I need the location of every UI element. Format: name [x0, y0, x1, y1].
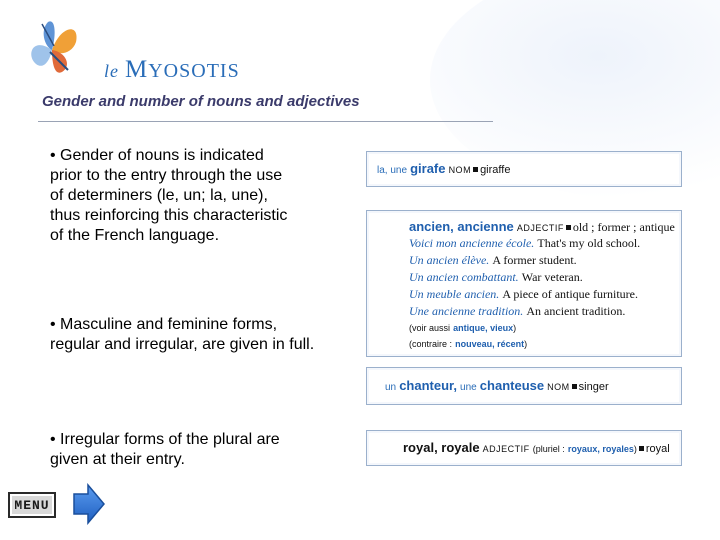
bullet-line: given at their entry.	[50, 451, 185, 468]
bullet-line: of the French language.	[50, 227, 220, 244]
part-of-speech: NOM	[448, 165, 472, 175]
example-sentence	[409, 253, 577, 268]
contrary-close: )	[524, 339, 528, 349]
square-bullet-icon	[566, 225, 571, 230]
bullet-line: prior to the entry through the use	[50, 167, 283, 184]
see-also-label: (voir aussi	[409, 323, 451, 333]
entry-line	[385, 378, 609, 393]
square-bullet-icon	[473, 167, 478, 172]
example-girafe	[366, 151, 682, 187]
bullet-plural	[50, 430, 280, 470]
logo-rest: YOSOTIS	[148, 60, 240, 82]
sentence-fr: Un ancien combattant.	[409, 270, 519, 284]
logo-first-letter: M	[125, 56, 149, 83]
bullet-line: thus reinforcing this characteristic	[50, 207, 288, 224]
sentence-en: An ancient tradition.	[526, 304, 626, 318]
determiner: une	[460, 382, 477, 393]
plural-words: royaux, royales	[567, 444, 634, 454]
part-of-speech: ADJECTIF	[516, 223, 564, 233]
bullet-line: • Irregular forms of the plural are	[50, 431, 280, 448]
headword: ancien, ancienne	[409, 219, 514, 234]
headword: chanteuse	[479, 378, 545, 393]
example-sentence	[409, 270, 583, 285]
part-of-speech: NOM	[547, 382, 570, 392]
contrary-label: (contraire :	[409, 339, 453, 349]
entry-line	[377, 161, 510, 176]
bullet-line: of determiners (le, un; la, une),	[50, 187, 268, 204]
translation: old ; former ; antique	[572, 220, 675, 234]
determiner: un	[385, 382, 397, 393]
sentence-en: That's my old school.	[537, 236, 641, 250]
translation: royal	[645, 443, 670, 455]
title-divider	[38, 121, 493, 122]
sentence-en: War veteran.	[521, 270, 583, 284]
see-also	[409, 322, 516, 334]
myosotis-logo	[22, 16, 242, 83]
butterfly-logo-icon	[22, 16, 82, 80]
translation: giraffe	[480, 164, 511, 176]
plural-label: (pluriel :	[532, 444, 565, 454]
bullet-forms	[50, 315, 314, 355]
see-also-close: )	[513, 323, 517, 333]
example-chanteur	[366, 367, 682, 405]
part-of-speech: ADJECTIF	[482, 444, 530, 454]
example-ancien	[366, 210, 682, 357]
sentence-en: A former student.	[492, 253, 577, 267]
example-royal	[366, 430, 682, 466]
plural-close: )	[633, 444, 637, 454]
sentence-en: A piece of antique furniture.	[502, 287, 638, 301]
sentence-fr: Un ancien élève.	[409, 253, 490, 267]
bullet-line: • Gender of nouns is indicated	[50, 147, 264, 164]
square-bullet-icon	[572, 384, 577, 389]
bullet-line: • Masculine and feminine forms,	[50, 316, 278, 333]
slide-title: Gender and number of nouns and adjectives	[42, 93, 360, 110]
headword: royal, royale	[403, 440, 480, 455]
bullet-gender	[50, 146, 287, 246]
square-bullet-icon	[639, 446, 644, 451]
right-arrow-icon[interactable]	[72, 483, 106, 525]
translation: singer	[578, 381, 609, 393]
sentence-fr: Une ancienne tradition.	[409, 304, 524, 318]
logo-wordmark	[104, 56, 240, 84]
sentence-fr: Un meuble ancien.	[409, 287, 500, 301]
contrary	[409, 338, 527, 350]
example-sentence	[409, 236, 640, 251]
bullet-line: regular and irregular, are given in full.	[50, 336, 315, 353]
headword: girafe	[410, 161, 446, 176]
headword: chanteur,	[399, 378, 457, 393]
entry-line	[403, 440, 670, 455]
example-sentence	[409, 287, 638, 302]
see-also-words: antique, vieux	[453, 323, 514, 333]
menu-button[interactable]: MENU	[8, 492, 56, 518]
entry-line	[409, 219, 675, 235]
example-sentence	[409, 304, 625, 319]
logo-prefix: le	[104, 61, 119, 81]
determiner: la, une	[377, 165, 408, 176]
sentence-fr: Voici mon ancienne école.	[409, 236, 535, 250]
contrary-words: nouveau, récent	[455, 339, 525, 349]
